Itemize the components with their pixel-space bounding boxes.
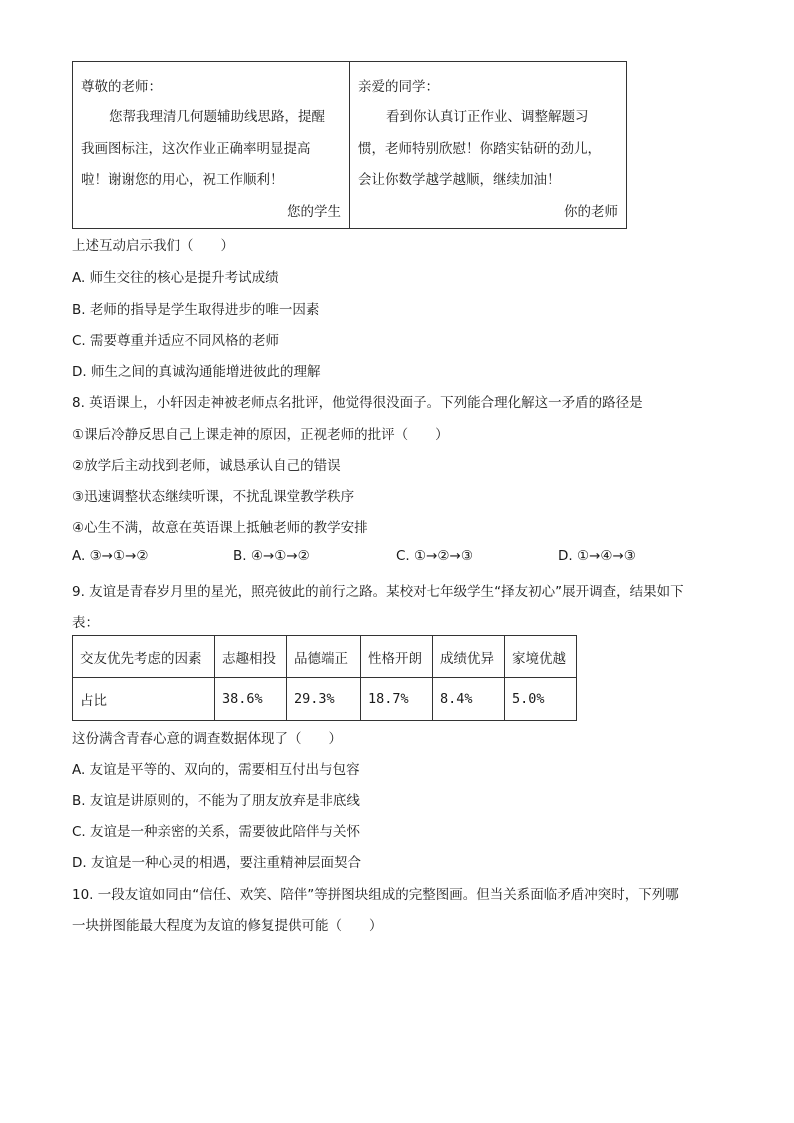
- question-8-item-2: ②放学后主动找到老师，诚恳承认自己的错误: [72, 458, 341, 474]
- question-9-stem: 9. 友谊是青春岁月里的星光，照亮彼此的前行之路。某校对七年级学生“择友初心”展开调查，结果如下: [72, 584, 684, 600]
- letter-line: 我画图标注，这次作业正确率明显提高: [81, 141, 311, 157]
- table-cell: 18.7%: [361, 678, 433, 721]
- question-7-option-b: B. 老师的指导是学生取得进步的唯一因素: [72, 302, 320, 318]
- question-9-stem-cont: 表：: [72, 615, 99, 631]
- question-7-option-c: C. 需要尊重并适应不同风格的老师: [72, 333, 280, 349]
- letter-line: 您帮我理清几何题辅助线思路，提醒: [109, 109, 325, 125]
- table-header-cell: 志趣相投: [215, 636, 287, 678]
- question-7-stem: 上述互动启示我们（ ）: [72, 238, 234, 254]
- question-10-stem-cont: 一块拼图能最大程度为友谊的修复提供可能（ ）: [72, 918, 383, 934]
- question-8-item-4: ④心生不满，故意在英语课上抵触老师的教学安排: [72, 520, 368, 536]
- question-9-option-b: B. 友谊是讲原则的，不能为了朋友放弃是非底线: [72, 793, 360, 809]
- question-8-item-1: ①课后冷静反思自己上课走神的原因，正视老师的批评（ ）: [72, 427, 449, 443]
- question-9-option-c: C. 友谊是一种亲密的关系，需要彼此陪伴与关怀: [72, 824, 361, 840]
- letter-line: 看到你认真订正作业、调整解题习: [386, 109, 589, 125]
- question-8-option-c: C. ①→②→③: [396, 548, 473, 564]
- table-header-cell: 成绩优异: [433, 636, 505, 678]
- letter-to-student: [350, 62, 627, 229]
- table-header-cell: 交友优先考虑的因素: [73, 636, 215, 678]
- letter-greeting: 亲爱的同学：: [358, 79, 439, 95]
- letter-signature: 您的学生: [287, 204, 341, 220]
- table-cell: 5.0%: [505, 678, 577, 721]
- question-8-option-d: D. ①→④→③: [558, 548, 636, 564]
- question-9-question: 这份满含青春心意的调查数据体现了（ ）: [72, 731, 342, 747]
- question-8-stem: 8. 英语课上，小轩因走神被老师点名批评，他觉得很没面子。下列能合理化解这一矛盾的路径是: [72, 395, 643, 411]
- letter-signature: 你的老师: [564, 204, 618, 220]
- question-8-item-3: ③迅速调整状态继续听课，不扰乱课堂教学秩序: [72, 489, 355, 505]
- letter-greeting: 尊敬的老师：: [81, 79, 162, 95]
- letter-to-teacher: [73, 62, 350, 229]
- table-row-label: 占比: [73, 678, 215, 721]
- table-cell: 8.4%: [433, 678, 505, 721]
- question-7-option-d: D. 师生之间的真诚沟通能增进彼此的理解: [72, 364, 321, 380]
- question-7-option-a: A. 师生交往的核心是提升考试成绩: [72, 270, 279, 286]
- table-header-row: [73, 636, 577, 678]
- question-8-option-b: B. ④→①→②: [233, 548, 310, 564]
- question-9-option-a: A. 友谊是平等的、双向的，需要相互付出与包容: [72, 762, 360, 778]
- question-8-option-a: A. ③→①→②: [72, 548, 149, 564]
- survey-table: [72, 635, 577, 721]
- letters-table: [72, 61, 627, 229]
- letter-line: 惯，老师特别欣慰！你踏实钻研的劲儿，: [358, 141, 601, 157]
- table-cell: 38.6%: [215, 678, 287, 721]
- table-header-cell: 品德端正: [287, 636, 361, 678]
- table-row: [73, 678, 577, 721]
- question-9-option-d: D. 友谊是一种心灵的相遇，要注重精神层面契合: [72, 855, 361, 871]
- table-cell: 29.3%: [287, 678, 361, 721]
- table-header-cell: 性格开朗: [361, 636, 433, 678]
- letter-line: 啦！谢谢您的用心，祝工作顺利！: [81, 172, 284, 188]
- table-header-cell: 家境优越: [505, 636, 577, 678]
- question-10-stem: 10. 一段友谊如同由“信任、欢笑、陪伴”等拼图块组成的完整图画。但当关系面临矛盾冲突时，下列哪: [72, 887, 679, 903]
- letter-line: 会让你数学越学越顺，继续加油！: [358, 172, 561, 188]
